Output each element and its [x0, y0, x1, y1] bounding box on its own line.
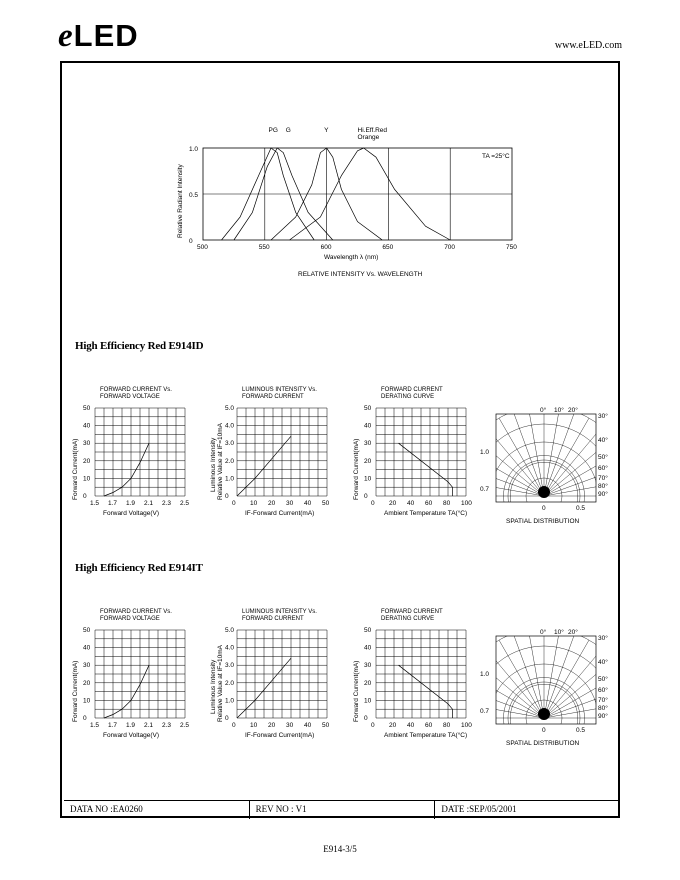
peak-label-pg: PG	[268, 127, 278, 134]
top-x-tick: 700	[444, 244, 456, 251]
fv-chart	[65, 606, 207, 756]
li-chart	[207, 384, 349, 534]
li-chart	[207, 606, 349, 756]
fv-xlabel: Forward Voltage(V)	[103, 732, 159, 739]
dr-y-tick: 20	[364, 679, 372, 687]
dr-x-tick: 40	[407, 500, 415, 507]
dr-chart	[346, 606, 488, 756]
fv-y-tick: 0	[83, 493, 87, 500]
li-y-tick: 1.0	[225, 697, 235, 705]
li-ylabel-2: Relative Value at IF=10mA	[217, 422, 224, 500]
spatial-angle-label: 90°	[598, 491, 608, 498]
fv-xlabel: Forward Voltage(V)	[103, 510, 159, 517]
dr-y-tick: 30	[364, 440, 372, 448]
fv-x-tick: 2.1	[144, 500, 154, 507]
spatial-left-tick: 1.0	[480, 671, 490, 678]
fv-y-tick: 20	[83, 457, 91, 465]
li-y-tick: 0	[225, 715, 229, 722]
spatial-distribution-chart	[480, 606, 636, 756]
li-y-tick: 5.0	[225, 405, 235, 412]
fv-y-tick: 40	[83, 644, 91, 652]
spatial-angle-label: 10°	[554, 629, 564, 636]
li-title-1: LUMINOUS INTENSITY Vs.	[242, 609, 317, 615]
dr-y-tick: 10	[364, 697, 372, 705]
li-x-tick: 50	[322, 500, 330, 507]
li-y-tick: 1.0	[225, 475, 235, 483]
fv-x-tick: 2.1	[144, 722, 154, 729]
li-title-1: LUMINOUS INTENSITY Vs.	[242, 387, 317, 393]
fv-title-1: FORWARD CURRENT Vs.	[100, 609, 172, 615]
spatial-angle-label: 70°	[598, 475, 608, 482]
footer-bar	[64, 800, 620, 819]
li-y-tick: 4.0	[225, 644, 235, 652]
top-x-tick: 750	[506, 244, 517, 251]
fv-x-tick: 2.5	[180, 500, 190, 507]
spatial-bottom-tick: 0	[542, 505, 546, 512]
fv-x-tick: 1.5	[90, 722, 100, 729]
spatial-lobe	[538, 708, 550, 720]
top-x-tick: 600	[320, 244, 332, 251]
dr-title-2: DERATING CURVE	[381, 394, 435, 400]
li-xlabel: IF-Forward Current(mA)	[245, 510, 315, 517]
spatial-angle-label: 0°	[540, 629, 547, 636]
fv-title-1: FORWARD CURRENT Vs.	[100, 387, 172, 393]
dr-title-2: DERATING CURVE	[381, 616, 435, 622]
fv-title-2: FORWARD VOLTAGE	[100, 616, 160, 622]
spatial-angle-label: 80°	[598, 483, 608, 490]
spatial-angle-label: 70°	[598, 697, 608, 704]
fv-y-tick: 10	[83, 697, 91, 705]
li-x-tick: 0	[232, 722, 236, 729]
dr-y-tick: 0	[364, 715, 368, 722]
fv-y-tick: 40	[83, 422, 91, 430]
spatial-left-tick: 1.0	[480, 449, 490, 456]
fv-y-tick: 50	[83, 405, 91, 412]
spatial-angle-label: 20°	[568, 629, 578, 636]
fv-y-tick: 20	[83, 679, 91, 687]
spatial-angle-label: 60°	[598, 465, 608, 472]
spatial-angle-label: 30°	[598, 635, 608, 642]
spatial-distribution-chart	[480, 384, 636, 534]
spatial-angle-label: 20°	[568, 407, 578, 414]
top-ylabel: Relative Radiant Intensity	[177, 164, 184, 238]
top-xlabel: Wavelength λ (nm)	[324, 254, 379, 261]
li-y-tick: 3.0	[225, 662, 235, 670]
li-x-tick: 20	[268, 722, 276, 729]
li-y-tick: 0	[225, 493, 229, 500]
li-y-tick: 2.0	[225, 679, 235, 687]
peak-label-hier: Hi.Eff.Red	[357, 127, 388, 134]
li-ylabel-1: Luminous Intensity	[210, 437, 217, 492]
website-url: www.eLED.com	[554, 40, 622, 51]
fv-ylabel: Forward Current(mA)	[72, 660, 79, 722]
top-chart-plot	[189, 146, 517, 251]
dr-x-tick: 60	[425, 500, 433, 507]
dr-y-tick: 40	[364, 422, 372, 430]
li-y-tick: 3.0	[225, 440, 235, 448]
li-x-tick: 40	[304, 500, 312, 507]
dr-title-1: FORWARD CURRENT	[381, 387, 443, 393]
fv-x-tick: 1.5	[90, 500, 100, 507]
spatial-bottom-tick: 0.5	[576, 505, 586, 512]
peak-label-y: Y	[324, 127, 329, 134]
top-x-tick: 500	[197, 244, 208, 251]
spatial-angle-label: 30°	[598, 413, 608, 420]
spatial-bottom-tick: 0	[542, 727, 546, 734]
dr-xlabel: Ambient Temperature TA(°C)	[384, 732, 468, 739]
spatial-lobe	[538, 486, 550, 498]
spatial-angle-label: 90°	[598, 713, 608, 720]
fv-x-tick: 1.9	[126, 722, 136, 729]
dr-ylabel: Forward Current(mA)	[353, 438, 360, 500]
spatial-angle-label: 10°	[554, 407, 564, 414]
li-title-2: FORWARD CURRENT	[242, 616, 304, 622]
top-x-tick: 650	[382, 244, 394, 251]
section-title-e914id: High Efficiency Red E914ID	[75, 340, 204, 352]
dr-x-tick: 0	[371, 500, 375, 507]
fv-title-2: FORWARD VOLTAGE	[100, 394, 160, 400]
li-x-tick: 20	[268, 500, 276, 507]
fv-y-tick: 30	[83, 440, 91, 448]
li-y-tick: 4.0	[225, 422, 235, 430]
li-x-tick: 30	[286, 500, 294, 507]
dr-x-tick: 0	[371, 722, 375, 729]
li-y-tick: 2.0	[225, 457, 235, 465]
top-y-tick: 0	[189, 238, 193, 245]
relative-intensity-chart	[160, 120, 530, 285]
chart-row-e914id	[0, 384, 680, 534]
fv-y-tick: 0	[83, 715, 87, 722]
spatial-caption: SPATIAL DISTRIBUTION	[506, 518, 580, 525]
li-title-2: FORWARD CURRENT	[242, 394, 304, 400]
dr-title-1: FORWARD CURRENT	[381, 609, 443, 615]
dr-x-tick: 60	[425, 722, 433, 729]
spatial-angle-label: 60°	[598, 687, 608, 694]
dr-y-tick: 40	[364, 644, 372, 652]
dr-y-tick: 50	[364, 405, 372, 412]
top-y-tick: 0.5	[189, 192, 199, 199]
dr-x-tick: 20	[389, 500, 397, 507]
spatial-angle-label: 40°	[598, 659, 608, 666]
temp-condition: TA =25°C	[482, 153, 510, 160]
spatial-angle-label: 0°	[540, 407, 547, 414]
dr-x-tick: 100	[461, 722, 472, 729]
spatial-caption: SPATIAL DISTRIBUTION	[506, 740, 580, 747]
li-y-tick: 5.0	[225, 627, 235, 634]
rev-no: REV NO : V1	[249, 801, 435, 819]
dr-y-tick: 50	[364, 627, 372, 634]
li-ylabel-1: Luminous Intensity	[210, 659, 217, 714]
chart-row-e914it	[0, 606, 680, 756]
dr-y-tick: 10	[364, 475, 372, 483]
spatial-angle-label: 50°	[598, 454, 608, 461]
li-x-tick: 30	[286, 722, 294, 729]
peak-label-orange: Orange	[357, 134, 380, 141]
top-y-tick: 1.0	[189, 146, 199, 153]
page-number: E914-3/5	[323, 844, 357, 854]
dr-chart	[346, 384, 488, 534]
li-x-tick: 10	[250, 500, 258, 507]
li-x-tick: 40	[304, 722, 312, 729]
dr-xlabel: Ambient Temperature TA(°C)	[384, 510, 468, 517]
peak-label-g: G	[285, 127, 291, 134]
li-xlabel: IF-Forward Current(mA)	[245, 732, 315, 739]
spatial-angle-label: 50°	[598, 676, 608, 683]
li-x-tick: 10	[250, 722, 258, 729]
dr-x-tick: 40	[407, 722, 415, 729]
fv-x-tick: 1.9	[126, 500, 136, 507]
fv-ylabel: Forward Current(mA)	[72, 438, 79, 500]
fv-y-tick: 30	[83, 662, 91, 670]
section-title-e914it: High Efficiency Red E914IT	[75, 562, 203, 574]
fv-x-tick: 1.7	[108, 722, 118, 729]
spatial-angle-label: 80°	[598, 705, 608, 712]
top-x-tick: 550	[258, 244, 270, 251]
fv-y-tick: 50	[83, 627, 91, 634]
dr-y-tick: 0	[364, 493, 368, 500]
li-x-tick: 0	[232, 500, 236, 507]
company-logo: eLED	[58, 18, 139, 54]
fv-x-tick: 2.3	[162, 722, 172, 729]
spatial-left-tick: 0.7	[480, 486, 490, 493]
spatial-angle-label: 40°	[598, 437, 608, 444]
li-x-tick: 50	[322, 722, 330, 729]
fv-y-tick: 10	[83, 475, 91, 483]
fv-x-tick: 2.5	[180, 722, 190, 729]
fv-x-tick: 2.3	[162, 500, 172, 507]
dr-x-tick: 80	[443, 722, 451, 729]
data-no: DATA NO :EA0260	[70, 804, 143, 814]
dr-y-tick: 20	[364, 457, 372, 465]
dr-x-tick: 20	[389, 722, 397, 729]
spatial-left-tick: 0.7	[480, 708, 490, 715]
doc-date: DATE :SEP/05/2001	[434, 801, 620, 819]
dr-ylabel: Forward Current(mA)	[353, 660, 360, 722]
li-ylabel-2: Relative Value at IF=10mA	[217, 644, 224, 722]
top-caption: RELATIVE INTENSITY Vs. WAVELENGTH	[298, 271, 423, 278]
dr-x-tick: 80	[443, 500, 451, 507]
dr-y-tick: 30	[364, 662, 372, 670]
fv-x-tick: 1.7	[108, 500, 118, 507]
dr-x-tick: 100	[461, 500, 472, 507]
fv-chart	[65, 384, 207, 534]
spatial-bottom-tick: 0.5	[576, 727, 586, 734]
